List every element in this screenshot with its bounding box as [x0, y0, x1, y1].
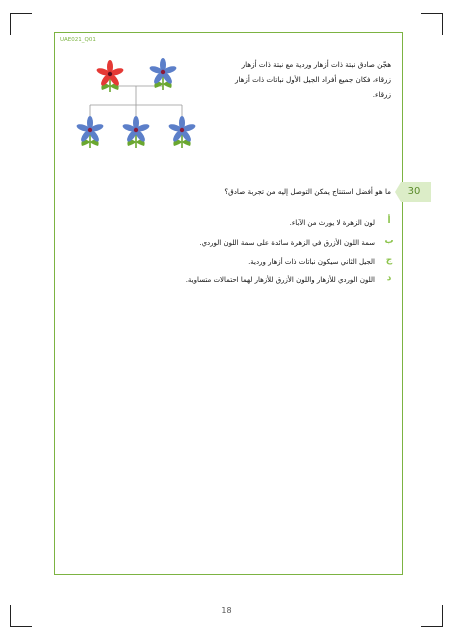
crop-mark-top-right-v — [442, 13, 443, 35]
option-letter-d: د — [386, 273, 392, 283]
document-code: UAE021_Q01 — [60, 37, 96, 43]
question-text: ما هو أفضل استنتاج يمكن التوصل إليه من تجربة صادق؟ — [224, 187, 391, 196]
flower-blue-icon — [149, 58, 177, 90]
question-number: 30 — [407, 186, 421, 197]
crop-mark-bottom-left-h — [10, 626, 32, 627]
option-text-c[interactable]: الجيل الثاني سيكون نباتات ذات أزهار وردية. — [248, 258, 375, 266]
option-text-a[interactable]: لون الزهرة لا يورث من الآباء. — [289, 219, 375, 227]
flower-blue-icon — [122, 116, 150, 148]
intro-paragraph: هجّن صادق نبتة ذات أزهار وردية مع نبتة ذات أزهار زرقاء، فكان جميع أفراد الجيل الأول نباتات ذات أزهار زرقاء. — [234, 60, 391, 99]
flower-blue-icon — [168, 116, 196, 148]
option-letter-a: أ — [387, 216, 391, 226]
page-number: 18 — [221, 606, 232, 615]
crop-mark-top-left-h — [10, 13, 32, 14]
option-text-d[interactable]: اللون الوردي للأزهار واللون الأزرق للأزهار لهما احتمالات متساوية. — [185, 276, 375, 284]
crop-mark-top-right-h — [421, 13, 443, 14]
crop-mark-bottom-right-h — [421, 626, 443, 627]
option-letter-c: ج — [385, 255, 393, 265]
flower-blue-icon — [76, 116, 104, 148]
flower-pink-icon — [96, 60, 124, 92]
crop-mark-top-left-v — [10, 13, 11, 35]
option-letter-b: ب — [384, 236, 394, 246]
option-text-b[interactable]: سمة اللون الأزرق في الزهرة سائدة على سمة اللون الوردي. — [199, 239, 375, 247]
cross-illustration — [70, 58, 205, 168]
